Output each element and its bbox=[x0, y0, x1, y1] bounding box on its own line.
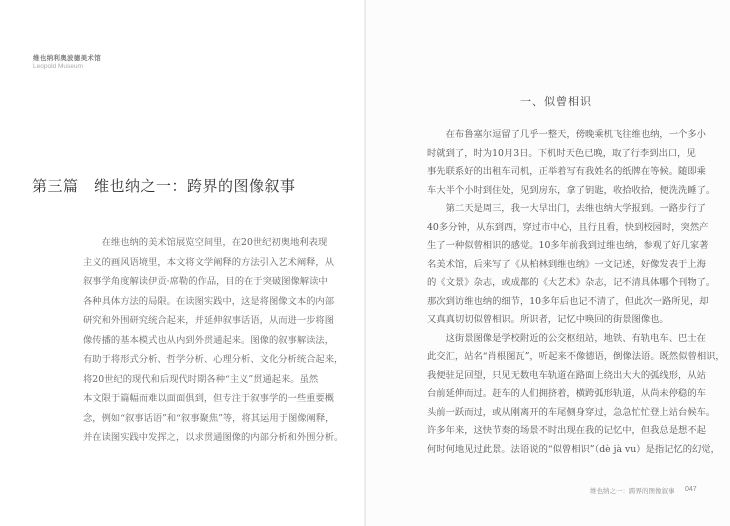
body-line: 台前延伸而过。赶车的人们拥挤着，横跨弧形轨道，从尚未停稳的车 bbox=[427, 388, 706, 399]
body-line: 那次到访维也纳的细节，10多年后也记不清了，但此次一路所见，却 bbox=[427, 295, 709, 307]
abstract-line: 叙事学角度解读伊贡·席勒的作品，目的在于突破图像解读中 bbox=[83, 276, 328, 287]
body-line: 又真真切切似曾相识。所识者，记忆中唤回的街景图像也。 bbox=[427, 314, 669, 325]
body-line: 在布鲁塞尔逗留了几乎一整天，傍晚乘机飞往维也纳，一个多小 bbox=[445, 129, 706, 140]
body-line: 车大半个小时到住处，见到房东，拿了钥匙，收拾收拾，便洗洗睡了。 bbox=[427, 184, 716, 196]
abstract-line: 像传播的基本模式也从内到外贯通起来。图像的叙事解读法， bbox=[83, 334, 335, 346]
body-line: 事先联系好的出租车司机，正举着写有我姓名的纸牌在等候。随即乘 bbox=[427, 166, 706, 177]
abstract-line: 并在读图实践中发挥之，以求贯通图像的内部分析和外围分析。 bbox=[83, 432, 344, 443]
abstract-line: 有助于将形式分析、哲学分析、心理分析、文化分析统合起来， bbox=[83, 354, 344, 365]
body-line: 许多年来，这快节奏的场景不时出现在我的记忆中，但我总是想不起 bbox=[427, 425, 706, 436]
body-line: 生了一种似曾相识的感觉。10多年前我到过维也纳，参观了好几家著 bbox=[427, 240, 709, 251]
running-header-english: Leopold Museum bbox=[33, 63, 83, 70]
body-line: 的《文景》杂志，或成都的《大艺术》杂志，记不清具体哪个刊物了。 bbox=[427, 277, 716, 288]
body-line: 时就到了，时为10月3日。下机时天色已晚，取了行李到出口，见 bbox=[427, 147, 696, 159]
running-header-chinese: 维也纳利奥波德美术馆 bbox=[33, 54, 101, 62]
chapter-title: 第三篇 维也纳之一：跨界的图像叙事 bbox=[32, 177, 296, 195]
abstract-line: 本文限于篇幅而难以面面俱到，但专注于叙事学的一些重要概 bbox=[83, 393, 335, 404]
section-body bbox=[427, 128, 725, 461]
chapter-abstract bbox=[83, 236, 344, 451]
abstract-line: 将20世纪的现代和后现代时期各种“主义”贯通起来。虽然 bbox=[83, 373, 319, 385]
body-line: 我便驻足回望，只见无数电车轨道在路面上绕出大大的弧线形，从站 bbox=[427, 369, 706, 381]
page-number: 047 bbox=[685, 486, 697, 493]
abstract-line: 研究和外围研究统合起来，并延伸叙事话语，从而进一步将图 bbox=[83, 315, 335, 326]
body-line: 这街景图像是学校附近的公交枢纽站，地铁、有轨电车、巴士在 bbox=[445, 332, 706, 344]
body-line: 第二天是周三，我一大早出门，去维也纳大学报到。一路步行了 bbox=[445, 203, 706, 214]
abstract-line: 主义的画风语境里，本文将文学阐释的方法引入艺术阐释，从 bbox=[83, 256, 335, 268]
body-line: 40多分钟，从东到西，穿过市中心，且行且看，快到校园时，突然产 bbox=[427, 221, 709, 233]
body-line: 头前一跃而过，或从刚离开的车尾侧身穿过，急急忙忙登上站台候车。 bbox=[427, 406, 716, 418]
abstract-line: 念，例如“叙事话语”和“叙事聚焦”等，将其运用于图像阐释， bbox=[83, 412, 335, 424]
abstract-line: 在维也纳的美术馆展览空间里，在20世纪初奥地利表现 bbox=[101, 237, 328, 248]
section-title: 一、似曾相识 bbox=[520, 95, 592, 108]
body-line: 此交汇，站名“肖根图瓦”，听起来不像德语，倒像法语。既然似曾相识， bbox=[427, 351, 725, 362]
abstract-line: 各种具体方法的局限。在读图实践中，这是将图像文本的内部 bbox=[83, 295, 335, 307]
book-gutter bbox=[364, 0, 366, 526]
body-line: 名美术馆，后来写了《从柏林到维也纳》一文记述，好像发表于上海 bbox=[427, 258, 706, 270]
body-line: 何时何地见过此景。法语说的“似曾相识”（dè jà vu）是指记忆的幻觉， bbox=[427, 443, 720, 455]
running-footer-title: 维也纳之一：跨界的图像叙事 bbox=[590, 487, 675, 495]
